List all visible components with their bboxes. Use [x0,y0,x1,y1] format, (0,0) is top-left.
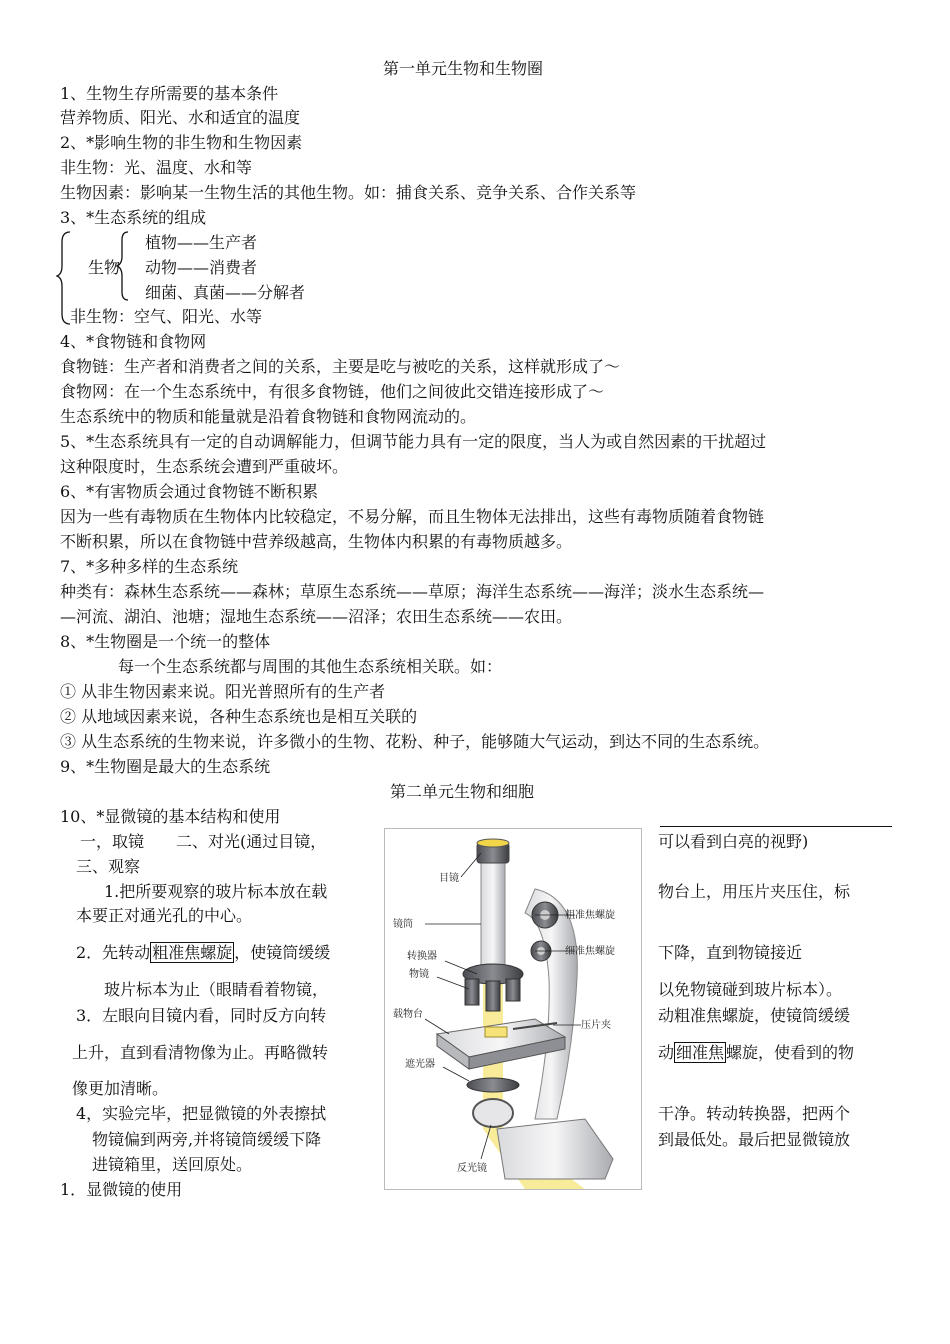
text-line: 2、*影响生物的非生物和生物因素 [60,133,303,152]
text-line: 4，实验完毕，把显微镜的外表擦拭 [76,1104,327,1123]
text-line: 9、*生物圈是最大的生态系统 [60,757,271,776]
eco-abiotic: 非生物：空气、阳光、水等 [70,307,263,326]
text-line: 不断积累，所以在食物链中营养级越高，生物体内积累的有毒物质越多。 [60,532,573,551]
text-line: 8、*生物圈是一个统一的整体 [60,632,271,651]
eco-decomposer: 细菌、真菌——分解者 [145,283,306,302]
text-line: 一，取镜 二、对光(通过目镜， [80,832,327,851]
text-span: 2．先转动 [76,943,151,962]
text-line: 食物链：生产者和消费者之间的关系，主要是吃与被吃的关系，这样就形成了～ [60,357,621,376]
text-line: 到最低处。最后把显微镜放 [658,1130,851,1149]
text-line: 进镜箱里，送回原处。 [92,1155,253,1174]
label-tube: 镜筒 [393,919,413,930]
unit1-title: 第一单元生物和生物圈 [383,59,544,78]
text-line: 生态系统中的物质和能量就是沿着食物链和食物网流动的。 [60,407,477,426]
text-line: 这种限度时，生态系统会遭到严重破坏。 [60,457,349,476]
text-line: ③ 从生态系统的生物来说，许多微小的生物、花粉、种子，能够随大气运动，到达不同的生态系统。 [60,732,770,751]
text-line: 像更加清晰。 [72,1079,169,1098]
boxed-term-fine: 细准焦 [676,1043,725,1062]
text-line: ② 从地域因素来说，各种生态系统也是相互关联的 [60,707,418,726]
text-line: 1.把所要观察的玻片标本放在载 [104,882,328,901]
label-diaphragm: 遮光器 [405,1059,435,1070]
text-span: ，使镜筒缓缓 [234,943,331,962]
eco-producer: 植物——生产者 [145,233,258,252]
text-line [658,1042,854,1064]
label-stage: 载物台 [393,1009,423,1020]
text-line: 本要正对通光孔的中心。 [76,906,253,925]
text-line: 物台上，用压片夹压住，标 [658,882,851,901]
text-line: 4、*食物链和食物网 [60,332,207,351]
text-span: 螺旋，使看到的物 [726,1043,855,1062]
text-line [76,942,330,964]
text-line: 以免物镜碰到玻片标本）。 [658,980,843,999]
text-line: 非生物：光、温度、水和等 [60,158,253,177]
eco-consumer: 动物——消费者 [145,258,258,277]
text-line: 物镜偏到两旁,并将镜筒缓缓下降 [92,1130,322,1149]
label-fine-knob: 细准焦螺旋 [565,946,615,957]
text-line: 1．显微镜的使用 [60,1180,183,1199]
text-line: 上升，直到看清物像为止。再略微转 [72,1043,329,1062]
text-line: 3．左眼向目镜内看，同时反方向转 [76,1006,327,1025]
text-line: 营养物质、阳光、水和适宜的温度 [60,108,301,127]
text-line: 10、*显微镜的基本结构和使用 [60,807,281,826]
text-span: 动 [658,1043,675,1062]
label-coarse-knob: 粗准焦螺旋 [565,910,615,921]
microscope-figure [384,828,642,1190]
text-line: 每一个生态系统都与周围的其他生态系统相关联。如： [118,657,503,676]
text-line: 可以看到白亮的视野) [658,832,809,851]
text-line: ① 从非生物因素来说。阳光普照所有的生产者 [60,682,386,701]
divider [660,826,892,827]
text-line: 因为一些有毒物质在生物体内比较稳定，不易分解，而且生物体无法排出，这些有毒物质随着食物链 [60,507,765,526]
text-line: 种类有：森林生态系统——森林；草原生态系统——草原；海洋生态系统——海洋；淡水生态系统— [60,582,765,601]
boxed-term-coarse: 粗准焦螺旋 [152,943,233,962]
text-line: 5、*生态系统具有一定的自动调解能力，但调节能力具有一定的限度，当人为或自然因素的干扰超过 [60,432,767,451]
microscope-illustration [385,829,641,1189]
text-line: 三、观察 [76,857,141,876]
label-eyepiece: 目镜 [439,873,459,884]
text-line: 3、*生态系统的组成 [60,208,207,227]
label-objective: 物镜 [409,969,429,980]
label-nosepiece: 转换器 [407,951,437,962]
text-line: —河流、湖泊、池塘；湿地生态系统——沼泽；农田生态系统——农田。 [60,607,573,626]
text-line: 7、*多种多样的生态系统 [60,557,239,576]
label-mirror: 反光镜 [457,1163,487,1174]
text-line: 动粗准焦螺旋，使镜筒缓缓 [658,1006,851,1025]
label-clip: 压片夹 [581,1020,611,1031]
text-line: 6、*有害物质会通过食物链不断积累 [60,482,319,501]
text-line: 1、生物生存所需要的基本条件 [60,84,279,103]
unit2-title: 第二单元生物和细胞 [390,782,535,801]
text-line: 干净。转动转换器，把两个 [658,1104,851,1123]
text-line: 生物因素：影响某一生物生活的其他生物。如：捕食关系、竞争关系、合作关系等 [60,183,637,202]
text-line: 食物网：在一个生态系统中，有很多食物链，他们之间彼此交错连接形成了～ [60,382,605,401]
text-line: 下降，直到物镜接近 [658,943,803,962]
text-line: 玻片标本为止（眼睛看着物镜， [104,980,329,999]
eco-biotic-label: 生物 [88,258,121,277]
